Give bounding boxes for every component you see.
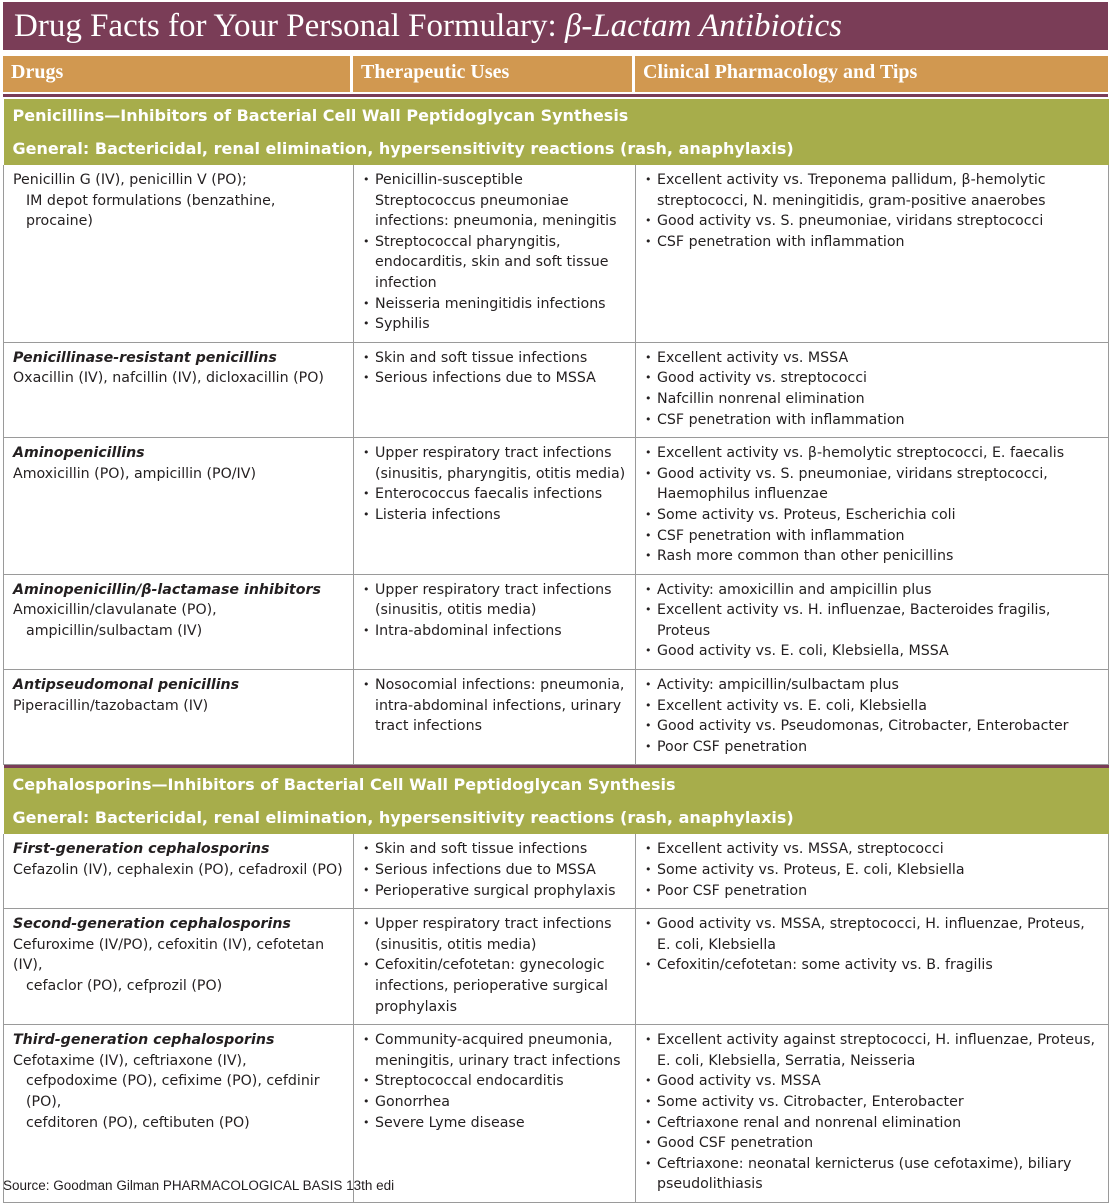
drugs-cell	[4, 438, 354, 575]
drug-name-line: Cefuroxime (IV/PO), cefoxitin (IV), cefotetan (IV),	[13, 936, 325, 974]
header-divider	[3, 94, 1108, 97]
tip-item: • Some activity vs. Citrobacter, Enterobacter	[645, 1092, 1099, 1113]
table-row	[4, 1025, 1109, 1203]
use-item: • Listeria infections	[363, 505, 626, 526]
drug-name-line: Amoxicillin (PO), ampicillin (PO/IV)	[13, 465, 256, 482]
use-item: • Serious infections due to MSSA	[363, 368, 626, 389]
pharmacology-tips-cell	[636, 1025, 1109, 1203]
use-item: • Streptococcal pharyngitis, endocarditis, skin and soft tissue infection	[363, 232, 626, 294]
use-item: • Skin and soft tissue infections	[363, 839, 626, 860]
tip-item: • CSF penetration with inflammation	[645, 526, 1099, 547]
drug-name-line: ampicillin/sulbactam (IV)	[26, 622, 203, 639]
tip-item: • Nafcillin nonrenal elimination	[645, 389, 1099, 410]
tip-item: • Some activity vs. Proteus, E. coli, Klebsiella	[645, 860, 1099, 881]
tip-item: • Ceftriaxone: neonatal kernicterus (use cefotaxime), biliary pseudolithiasis	[645, 1154, 1099, 1195]
column-header-tips: Clinical Pharmacology and Tips	[635, 56, 1108, 92]
column-header-row	[3, 56, 1108, 92]
tip-item: • Excellent activity vs. MSSA	[645, 348, 1099, 369]
use-item: • Neisseria meningitidis infections	[363, 294, 626, 315]
table-row	[4, 574, 1109, 669]
pharmacology-tips-cell	[636, 909, 1109, 1025]
tip-item: • Excellent activity vs. MSSA, streptococci	[645, 839, 1099, 860]
tip-item: • Good activity vs. E. coli, Klebsiella, MSSA	[645, 641, 1099, 662]
drug-class-heading: Antipseudomonal penicillins	[13, 677, 240, 694]
drug-name-line: cefpodoxime (PO), cefixime (PO), cefdinir (PO),	[26, 1073, 320, 1110]
drug-class-heading: Aminopenicillins	[13, 445, 145, 462]
tip-item: • Excellent activity vs. β-hemolytic streptococci, E. faecalis	[645, 443, 1099, 464]
section-title: Cephalosporins—Inhibitors of Bacterial Cell Wall Peptidoglycan Synthesis	[4, 768, 1109, 802]
tip-item: • Poor CSF penetration	[645, 737, 1099, 758]
drugs-cell	[4, 834, 354, 908]
tip-item: • Good activity vs. MSSA	[645, 1071, 1099, 1092]
table-row	[4, 834, 1109, 908]
section-title: Penicillins—Inhibitors of Bacterial Cell Wall Peptidoglycan Synthesis	[4, 99, 1109, 133]
pharmacology-tips-cell	[636, 165, 1109, 342]
pharmacology-tips-cell	[636, 574, 1109, 669]
drug-name-line: Amoxicillin/clavulanate (PO),	[13, 602, 217, 619]
therapeutic-uses-cell	[354, 438, 636, 575]
tip-item: • Good activity vs. S. pneumoniae, viridans streptococci, Haemophilus influenzae	[645, 464, 1099, 505]
drugs-cell	[4, 670, 354, 765]
therapeutic-uses-cell	[354, 165, 636, 342]
section-header	[4, 99, 1109, 133]
column-header-uses: Therapeutic Uses	[353, 56, 635, 92]
drug-class-heading: Second-generation cephalosporins	[13, 916, 291, 933]
drug-name-line: Oxacillin (IV), nafcillin (IV), dicloxacillin (PO)	[13, 370, 324, 387]
tip-item: • Good activity vs. S. pneumoniae, viridans streptococci	[645, 211, 1099, 232]
tip-item: • Ceftriaxone renal and nonrenal elimination	[645, 1113, 1099, 1134]
section-general-text: General: Bactericidal, renal elimination, hypersensitivity reactions (rash, anaphylaxis)	[4, 133, 1109, 165]
use-item: • Intra-abdominal infections	[363, 621, 626, 642]
source-note: Source: Goodman Gilman PHARMACOLOGICAL BASIS 13th edi	[3, 1178, 395, 1193]
pharmacology-tips-cell	[636, 834, 1109, 908]
therapeutic-uses-cell	[354, 670, 636, 765]
drugs-cell	[4, 1025, 354, 1203]
section-general-text: General: Bactericidal, renal elimination, hypersensitivity reactions (rash, anaphylaxis)	[4, 802, 1109, 834]
drug-name-line: Cefotaxime (IV), ceftriaxone (IV),	[13, 1052, 247, 1069]
drug-table	[3, 99, 1109, 1203]
use-item: • Upper respiratory tract infections (sinusitis, otitis media)	[363, 914, 626, 955]
tip-item: • Excellent activity against streptococci, H. influenzae, Proteus, E. coli, Klebsiella, Serratia, Neisseria	[645, 1030, 1099, 1071]
tip-item: • Good CSF penetration	[645, 1133, 1099, 1154]
therapeutic-uses-cell	[354, 1025, 636, 1203]
use-item: • Streptococcal endocarditis	[363, 1071, 626, 1092]
use-item: • Enterococcus faecalis infections	[363, 484, 626, 505]
tip-item: • Activity: ampicillin/sulbactam plus	[645, 675, 1099, 696]
pharmacology-tips-cell	[636, 342, 1109, 437]
drugs-cell	[4, 165, 354, 342]
title-italic-text: β-Lactam Antibiotics	[564, 8, 842, 44]
tip-item: • Cefoxitin/cefotetan: some activity vs. B. fragilis	[645, 955, 1099, 976]
tip-item: • Excellent activity vs. E. coli, Klebsiella	[645, 696, 1099, 717]
table-row	[4, 165, 1109, 342]
use-item: • Upper respiratory tract infections (sinusitis, otitis media)	[363, 580, 626, 621]
use-item: • Cefoxitin/cefotetan: gynecologic infections, perioperative surgical prophylaxis	[363, 955, 626, 1017]
pharmacology-tips-cell	[636, 438, 1109, 575]
drug-name-line: Cefazolin (IV), cephalexin (PO), cefadroxil (PO)	[13, 862, 343, 879]
use-item: • Upper respiratory tract infections (sinusitis, pharyngitis, otitis media)	[363, 443, 626, 484]
therapeutic-uses-cell	[354, 342, 636, 437]
table-row	[4, 670, 1109, 765]
tip-item: • Some activity vs. Proteus, Escherichia coli	[645, 505, 1099, 526]
therapeutic-uses-cell	[354, 909, 636, 1025]
table-row	[4, 438, 1109, 575]
use-item: • Severe Lyme disease	[363, 1113, 626, 1134]
drug-name-line: cefditoren (PO), ceftibuten (PO)	[26, 1114, 250, 1131]
table-row	[4, 909, 1109, 1025]
section-general	[4, 802, 1109, 834]
use-item: • Gonorrhea	[363, 1092, 626, 1113]
drug-name-line: cefaclor (PO), cefprozil (PO)	[26, 978, 223, 994]
drug-class-heading: Aminopenicillin/β-lactamase inhibitors	[13, 581, 321, 598]
use-item: • Nosocomial infections: pneumonia, intra-abdominal infections, urinary tract infections	[363, 675, 626, 737]
tip-item: • Excellent activity vs. H. influenzae, Bacteroides fragilis, Proteus	[645, 600, 1099, 641]
drug-class-heading: Penicillinase-resistant penicillins	[13, 349, 277, 366]
drugs-cell	[4, 574, 354, 669]
tip-item: • Good activity vs. streptococci	[645, 368, 1099, 389]
drug-class-heading: First-generation cephalosporins	[13, 841, 270, 858]
drug-name-line: Piperacillin/tazobactam (IV)	[13, 697, 209, 714]
therapeutic-uses-cell	[354, 834, 636, 908]
drugs-cell	[4, 909, 354, 1025]
drug-name-line: IM depot formulations (benzathine, procaine)	[26, 192, 276, 230]
tip-item: • Poor CSF penetration	[645, 881, 1099, 902]
section-header	[4, 768, 1109, 802]
drugs-cell	[4, 342, 354, 437]
tip-item: • Good activity vs. Pseudomonas, Citrobacter, Enterobacter	[645, 716, 1099, 737]
section-general	[4, 133, 1109, 165]
column-header-drugs: Drugs	[3, 56, 353, 92]
use-item: • Syphilis	[363, 314, 626, 335]
tip-item: • Activity: amoxicillin and ampicillin plus	[645, 580, 1099, 601]
use-item: • Serious infections due to MSSA	[363, 860, 626, 881]
tip-item: • CSF penetration with inflammation	[645, 232, 1099, 253]
page-title	[3, 2, 1108, 50]
therapeutic-uses-cell	[354, 574, 636, 669]
use-item: • Penicillin-susceptible Streptococcus pneumoniae infections: pneumonia, meningitis	[363, 170, 626, 232]
use-item: • Community-acquired pneumonia, meningitis, urinary tract infections	[363, 1030, 626, 1071]
pharmacology-tips-cell	[636, 670, 1109, 765]
use-item: • Perioperative surgical prophylaxis	[363, 881, 626, 902]
drug-class-heading: Third-generation cephalosporins	[13, 1032, 275, 1049]
tip-item: • Rash more common than other penicillins	[645, 546, 1099, 567]
drug-name-line: Penicillin G (IV), penicillin V (PO);	[13, 172, 247, 188]
tip-item: • Excellent activity vs. Treponema pallidum, β-hemolytic streptococci, N. meningitidis, gram-positive anaerobes	[645, 170, 1099, 211]
table-row	[4, 342, 1109, 437]
tip-item: • Good activity vs. MSSA, streptococci, H. influenzae, Proteus, E. coli, Klebsiella	[645, 914, 1099, 955]
tip-item: • CSF penetration with inflammation	[645, 410, 1099, 431]
use-item: • Skin and soft tissue infections	[363, 348, 626, 369]
title-text: Drug Facts for Your Personal Formulary:	[14, 8, 565, 44]
